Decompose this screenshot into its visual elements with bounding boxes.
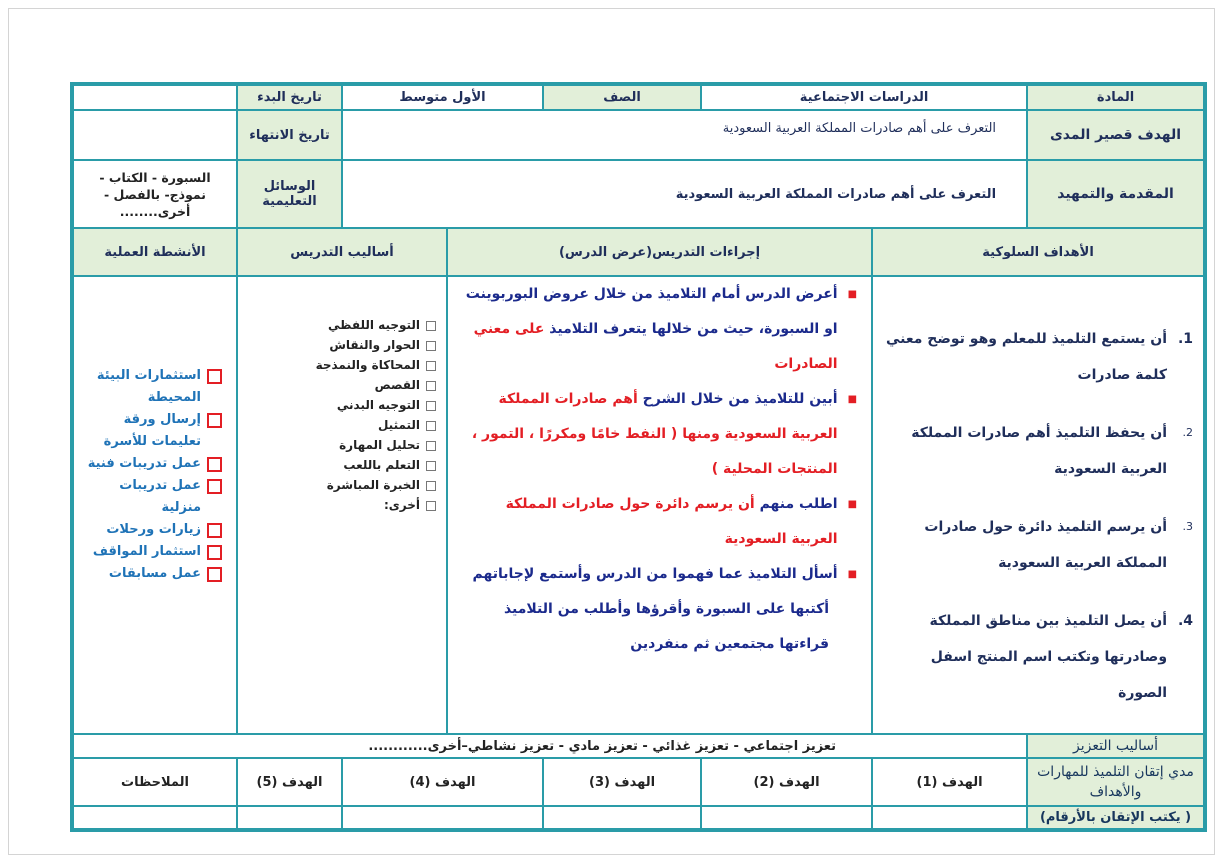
goals-list	[877, 321, 1199, 711]
end-date-value[interactable]	[72, 110, 237, 160]
checkbox-icon[interactable]	[426, 361, 436, 371]
method-option[interactable]: المحاكاة والنمذجة	[242, 355, 436, 375]
procedure-item: ■ أسأل التلاميذ عما فهموا من الدرس وأستمع لإجاباتهم	[458, 557, 857, 592]
goal-4-header: الهدف (4)	[342, 758, 543, 806]
method-option[interactable]: التعلم باللعب	[242, 455, 436, 475]
end-date-label: تاريخ الانتهاء	[237, 110, 342, 160]
procedure-item: ■ اطلب منهم أن يرسم دائرة حول صادرات المملكة العربية السعودية	[458, 487, 857, 557]
checkbox-icon[interactable]	[426, 481, 436, 491]
goal-5-value[interactable]	[237, 806, 342, 830]
checkbox-icon[interactable]	[207, 479, 222, 494]
grade-label: الصف	[543, 84, 701, 110]
goal-item: 3. أن يرسم التلميذ دائرة حول صادرات المملكة العربية السعودية	[924, 519, 1194, 571]
checkbox-icon[interactable]	[426, 441, 436, 451]
mastery-note: ( يكتب الإتقان بالأرقام)	[1027, 806, 1205, 830]
procedures-cell	[447, 276, 872, 734]
aids-value[interactable]: السبورة - الكتاب - نموذج- بالفصل - أخرى........	[72, 160, 237, 228]
checkbox-icon[interactable]	[207, 567, 222, 582]
activity-option[interactable]: إرسال ورقة تعليمات للأسرة	[84, 409, 222, 453]
goal-3-header: الهدف (3)	[543, 758, 701, 806]
activity-option[interactable]: زيارات ورحلات	[84, 519, 222, 541]
notes-header: الملاحظات	[72, 758, 237, 806]
checkbox-icon[interactable]	[207, 457, 222, 472]
checkbox-icon[interactable]	[426, 461, 436, 471]
intro-value[interactable]: التعرف على أهم صادرات المملكة العربية السعودية	[342, 160, 1027, 228]
goal-2-value[interactable]	[701, 806, 872, 830]
short-goal-label: الهدف قصير المدى	[1027, 110, 1205, 160]
goal-item: 4. أن يصل التلميذ بين مناطق المملكة وصادرتها وتكتب اسم المنتج اسفل الصورة	[929, 613, 1194, 701]
notes-value[interactable]	[72, 806, 237, 830]
activity-option[interactable]: استثمارات البيئة المحيطة	[84, 365, 222, 409]
start-date-label: تاريخ البدء	[237, 84, 342, 110]
checkbox-icon[interactable]	[426, 321, 436, 331]
behavioral-goals-cell	[872, 276, 1205, 734]
procedure-continuation: أكتبها على السبورة وأقرؤها وأطلب من التلاميذ قراءتها مجتمعين ثم منفردين	[503, 601, 830, 652]
method-option[interactable]: القصص	[242, 375, 436, 395]
checkbox-icon[interactable]	[426, 401, 436, 411]
method-option[interactable]: تحليل المهارة	[242, 435, 436, 455]
behavioral-goals-header: الأهداف السلوكية	[872, 228, 1205, 276]
procedure-item: ■ أعرض الدرس أمام التلاميذ من خلال عروض البوربوينت او السبورة، حيث من خلالها يتعرف التلاميذ على معني الصادرات	[458, 277, 857, 382]
method-option[interactable]: التوجيه البدني	[242, 395, 436, 415]
lesson-plan-table	[70, 82, 1207, 832]
method-option[interactable]: التمثيل	[242, 415, 436, 435]
square-bullet-icon: ■	[847, 394, 858, 405]
subject-label: المادة	[1027, 84, 1205, 110]
reinforcement-label: أساليب التعزيز	[1027, 734, 1205, 758]
procedure-item: ■ أبين للتلاميذ من خلال الشرح أهم صادرات المملكة العربية السعودية ومنها ( النفط خامًا ومكررًا ، التمور ، المنتجات المحلية )	[458, 382, 857, 487]
activities-header: الأنشطة العملية	[72, 228, 237, 276]
procedures-header: إجراءات التدريس(عرض الدرس)	[447, 228, 872, 276]
checkbox-icon[interactable]	[207, 523, 222, 538]
method-option[interactable]: الحوار والنقاش	[242, 335, 436, 355]
goal-1-value[interactable]	[872, 806, 1027, 830]
activity-option[interactable]: عمل تدريبات فنية	[84, 453, 222, 475]
activities-list	[78, 365, 232, 585]
intro-label: المقدمة والتمهيد	[1027, 160, 1205, 228]
checkbox-icon[interactable]	[207, 545, 222, 560]
procedures-list	[452, 277, 867, 662]
method-option[interactable]: أخرى:	[242, 495, 436, 515]
goal-item: 1. أن يستمع التلميذ للمعلم وهو توضح معني كلمة صادرات	[885, 331, 1194, 383]
goal-4-value[interactable]	[342, 806, 543, 830]
methods-header: أساليب التدريس	[237, 228, 447, 276]
mastery-label: مدي إتقان التلميذ للمهارات والأهداف	[1027, 758, 1205, 806]
checkbox-icon[interactable]	[426, 381, 436, 391]
aids-label: الوسائل التعليمية	[237, 160, 342, 228]
start-date-value[interactable]	[72, 84, 237, 110]
activities-cell	[72, 276, 237, 734]
checkbox-icon[interactable]	[207, 369, 222, 384]
goal-1-header: الهدف (1)	[872, 758, 1027, 806]
activity-option[interactable]: عمل تدريبات منزلية	[84, 475, 222, 519]
goal-5-header: الهدف (5)	[237, 758, 342, 806]
methods-cell	[237, 276, 447, 734]
checkbox-icon[interactable]	[426, 501, 436, 511]
grade-value[interactable]: الأول متوسط	[342, 84, 543, 110]
square-bullet-icon: ■	[847, 289, 858, 300]
method-option[interactable]: التوجيه اللفظي	[242, 315, 436, 335]
method-option[interactable]: الخبرة المباشرة	[242, 475, 436, 495]
short-goal-value[interactable]: التعرف على أهم صادرات المملكة العربية السعودية	[342, 110, 1027, 160]
square-bullet-icon: ■	[847, 499, 858, 510]
activity-option[interactable]: استثمار المواقف	[84, 541, 222, 563]
goal-item: 2. أن يحفظ التلميذ أهم صادرات المملكة العربية السعودية	[911, 425, 1194, 477]
square-bullet-icon: ■	[847, 569, 858, 580]
methods-list	[242, 315, 442, 515]
checkbox-icon[interactable]	[426, 421, 436, 431]
checkbox-icon[interactable]	[207, 413, 222, 428]
subject-value[interactable]: الدراسات الاجتماعية	[701, 84, 1027, 110]
goal-2-header: الهدف (2)	[701, 758, 872, 806]
checkbox-icon[interactable]	[426, 341, 436, 351]
activity-option[interactable]: عمل مسابقات	[84, 563, 222, 585]
reinforcement-value[interactable]: تعزيز اجتماعي - تعزيز غذائي - تعزيز مادي - تعزيز نشاطي–أخرى............	[72, 734, 1027, 758]
goal-3-value[interactable]	[543, 806, 701, 830]
